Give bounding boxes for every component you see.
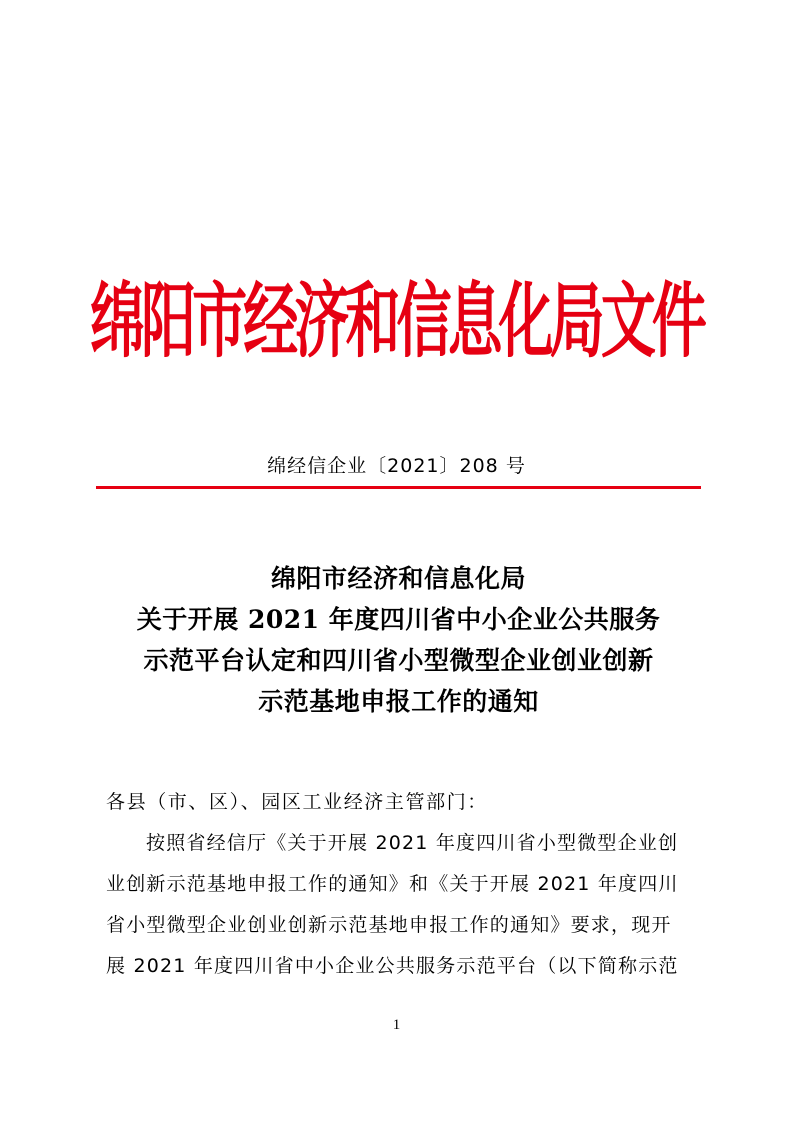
notice-title xyxy=(96,558,701,722)
salutation: 各县（市、区）、园区工业经济主管部门： xyxy=(106,791,488,813)
body-line: 按照省经信厅《关于开展 2021 年度四川省小型微型企业创 xyxy=(146,832,679,854)
title-line: 绵阳市经济和信息化局 xyxy=(270,564,526,593)
body-line: 展 2021 年度四川省中小企业公共服务示范平台（以下简称示范 xyxy=(106,955,679,977)
title-line: 关于开展 2021 年度四川省中小企业公共服务 xyxy=(136,605,661,634)
title-line: 示范基地申报工作的通知 xyxy=(258,687,539,716)
notice-body xyxy=(106,782,702,987)
masthead-title: 绵阳市经济和信息化局文件 xyxy=(90,272,704,369)
body-line: 省小型微型企业创业创新示范基地申报工作的通知》要求，现开 xyxy=(106,914,672,936)
document-number: 绵经信企业〔2021〕208 号 xyxy=(267,455,526,477)
page-number: 1 xyxy=(392,1017,401,1033)
red-divider-rule xyxy=(96,486,701,489)
title-line: 示范平台认定和四川省小型微型企业创业创新 xyxy=(143,646,654,675)
body-line: 业创新示范基地申报工作的通知》和《关于开展 2021 年度四川 xyxy=(106,873,679,895)
